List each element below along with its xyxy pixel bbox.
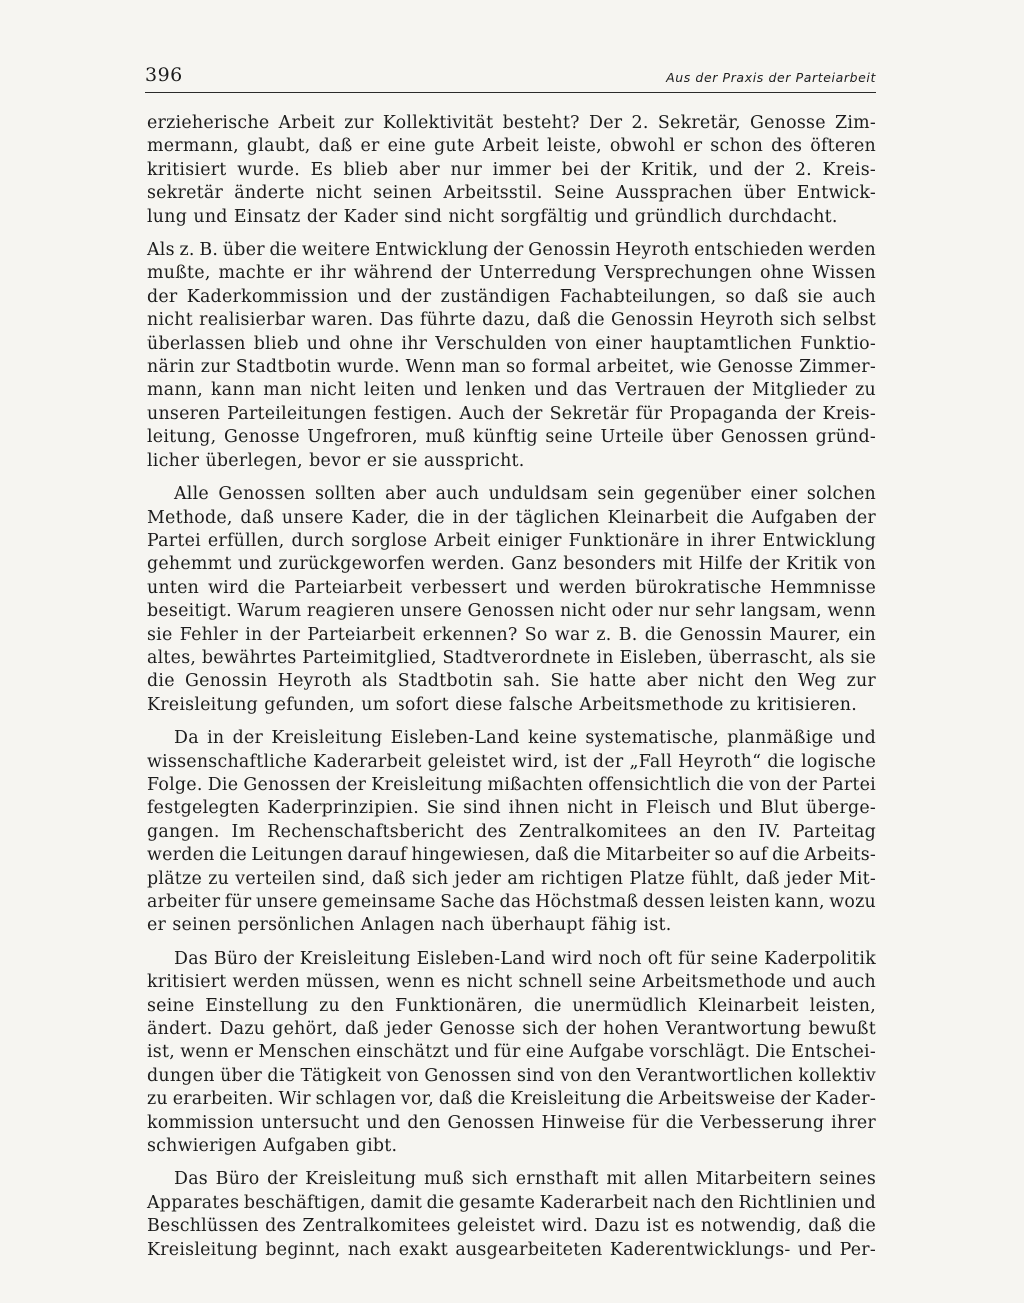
text-line: kritisiert werden müssen, wenn es nicht schnell seine Arbeitsmethode und auch bbox=[147, 972, 876, 993]
text-line: werden die Leitungen darauf hingewiesen, daß die Mitarbeiter so auf die Arbeits- bbox=[147, 845, 876, 866]
text-line: schwierigen Aufgaben gibt. bbox=[147, 1136, 398, 1157]
paragraph bbox=[147, 239, 876, 473]
text-line: Alle Genossen sollten aber auch unduldsam sein gegenüber einer solchen bbox=[174, 484, 876, 505]
text-line: Da in der Kreisleitung Eisleben-Land keine systematische, planmäßige und bbox=[174, 728, 876, 749]
text-line: ändert. Dazu gehört, daß jeder Genosse sich der hohen Verantwortung bewußt bbox=[147, 1019, 876, 1040]
page-number: 396 bbox=[145, 64, 183, 86]
text-line: die Genossin Heyroth als Stadtbotin sah. Sie hatte aber nicht den Weg zur bbox=[147, 671, 876, 692]
text-line: erzieherische Arbeit zur Kollektivität besteht? Der 2. Sekretär, Genosse Zim- bbox=[147, 113, 876, 133]
section-title: Aus der Praxis der Parteiarbeit bbox=[666, 70, 876, 85]
text-line: der Kaderkommission und der zuständigen Fachabteilungen, so daß sie auch bbox=[147, 286, 876, 307]
text-line: Als z. B. über die weitere Entwicklung der Genossin Heyroth entschieden werden bbox=[147, 240, 876, 261]
text-line: Folge. Die Genossen der Kreisleitung mißachten offensichtlich die von der Partei bbox=[147, 774, 876, 795]
paragraph bbox=[147, 948, 876, 1159]
text-line: dungen über die Tätigkeit von Genossen sind von den Verantwortlichen kollektiv bbox=[147, 1065, 876, 1086]
text-line: mußte, machte er ihr während der Unterredung Versprechungen ohne Wissen bbox=[147, 263, 876, 284]
body-text bbox=[147, 112, 876, 1262]
text-line: Kreisleitung gefunden, um sofort diese falsche Arbeitsmethode zu kritisieren. bbox=[147, 694, 858, 715]
text-line: wissenschaftliche Kaderarbeit geleistet wird, ist der „Fall Heyroth“ die logische bbox=[147, 751, 876, 772]
text-line: ist, wenn er Menschen einschätzt und für eine Aufgabe vorschlägt. Die Entschei- bbox=[147, 1042, 876, 1063]
text-line: nicht realisierbar waren. Das führte dazu, daß die Genossin Heyroth sich selbst bbox=[147, 310, 876, 331]
text-line: mann, kann man nicht leiten und lenken und das Vertrauen der Mitglieder zu bbox=[147, 380, 876, 401]
text-line: Methode, daß unsere Kader, die in der täglichen Kleinarbeit die Aufgaben der bbox=[147, 507, 876, 528]
text-line: gangen. Im Rechenschaftsbericht des Zentralkomitees an den IV. Parteitag bbox=[147, 821, 876, 842]
paragraph bbox=[147, 483, 876, 717]
text-line: sekretär änderte nicht seinen Arbeitsstil. Seine Aussprachen über Entwick- bbox=[147, 183, 876, 204]
text-line: plätze zu verteilen sind, daß sich jeder am richtigen Platze fühlt, daß jeder Mit- bbox=[147, 868, 876, 889]
text-line: kritisiert wurde. Es blieb aber nur immer bei der Kritik, und der 2. Kreis- bbox=[147, 159, 876, 180]
paragraph bbox=[147, 1168, 876, 1262]
text-line: festgelegten Kaderprinzipien. Sie sind ihnen nicht in Fleisch und Blut überge- bbox=[147, 798, 876, 819]
text-line: gehemmt und zurückgeworfen werden. Ganz besonders mit Hilfe der Kritik von bbox=[147, 554, 876, 575]
text-line: Apparates beschäftigen, damit die gesamte Kaderarbeit nach den Richtlinien und bbox=[147, 1192, 876, 1213]
text-line: unten wird die Parteiarbeit verbessert und werden bürokratische Hemmnisse bbox=[147, 577, 876, 598]
text-line: leitung, Genosse Ungefroren, muß künftig seine Urteile über Genossen gründ- bbox=[147, 427, 876, 448]
text-line: lung und Einsatz der Kader sind nicht sorgfältig und gründlich durchdacht. bbox=[147, 206, 838, 227]
text-line: beseitigt. Warum reagieren unsere Genossen nicht oder nur sehr langsam, wenn bbox=[147, 601, 876, 622]
text-line: mermann, glaubt, daß er eine gute Arbeit leiste, obwohl er schon des öfteren bbox=[147, 136, 876, 157]
text-line: Das Büro der Kreisleitung muß sich ernsthaft mit allen Mitarbeitern seines bbox=[174, 1169, 876, 1190]
running-head bbox=[145, 62, 876, 93]
text-line: Kreisleitung beginnt, nach exakt ausgearbeiteten Kaderentwicklungs- und Per- bbox=[147, 1239, 876, 1260]
text-line: altes, bewährtes Parteimitglied, Stadtverordnete in Eisleben, überrascht, als sie bbox=[147, 647, 876, 668]
text-line: überlassen blieb und ohne ihr Verschulden von einer hauptamtlichen Funktio- bbox=[147, 333, 876, 354]
text-line: licher überlegen, bevor er sie ausspricht. bbox=[147, 450, 525, 471]
text-line: Partei erfüllen, durch sorglose Arbeit einiger Funktionäre in ihrer Entwicklung bbox=[147, 530, 876, 551]
text-line: Das Büro der Kreisleitung Eisleben-Land wird noch oft für seine Kaderpolitik bbox=[174, 948, 876, 969]
text-line: arbeiter für unsere gemeinsame Sache das Höchstmaß dessen leisten kann, wozu bbox=[147, 892, 876, 912]
text-line: er seinen persönlichen Anlagen nach überhaupt fähig ist. bbox=[147, 915, 672, 936]
text-line: sie Fehler in der Parteiarbeit erkennen? So war z. B. die Genossin Maurer, ein bbox=[147, 624, 876, 645]
text-line: seine Einstellung zu den Funktionären, die unermüdlich Kleinarbeit leisten, bbox=[147, 995, 876, 1016]
paragraph bbox=[147, 112, 876, 229]
text-line: närin zur Stadtbotin wurde. Wenn man so formal arbeitet, wie Genosse Zimmer- bbox=[147, 357, 876, 378]
text-line: unseren Parteileitungen festigen. Auch der Sekretär für Propaganda der Kreis- bbox=[147, 403, 876, 424]
text-line: kommission untersucht und den Genossen Hinweise für die Verbesserung ihrer bbox=[147, 1112, 876, 1133]
text-line: Beschlüssen des Zentralkomitees geleistet wird. Dazu ist es notwendig, daß die bbox=[147, 1216, 876, 1237]
text-line: zu erarbeiten. Wir schlagen vor, daß die Kreisleitung die Arbeitsweise der Kader- bbox=[147, 1089, 876, 1110]
paragraph bbox=[147, 727, 876, 938]
